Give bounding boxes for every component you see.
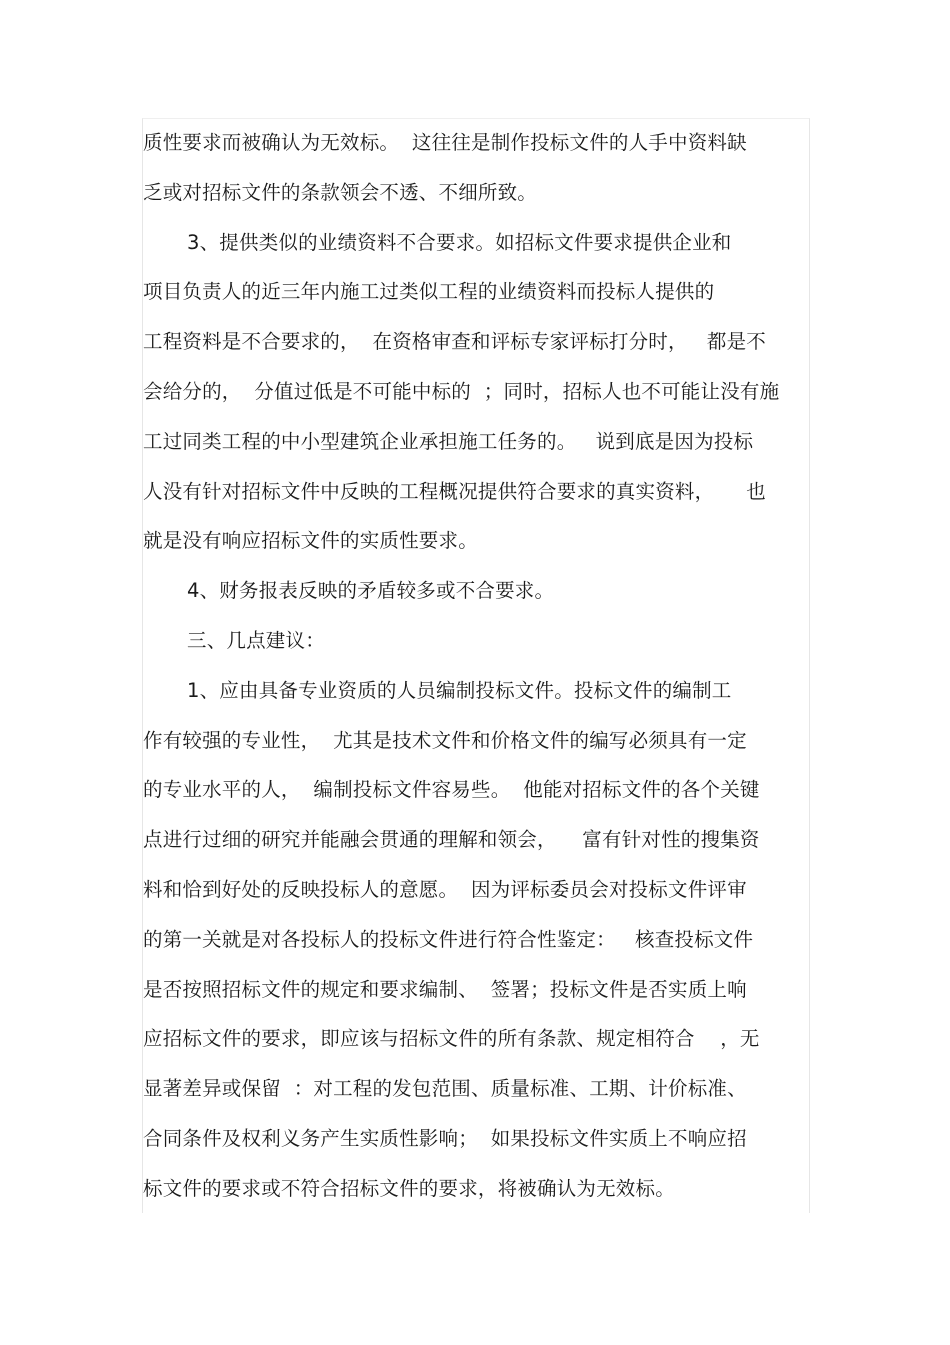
text-line: 是否按照招标文件的规定和要求编制、 签署；投标文件是否实质上响 <box>143 977 747 1001</box>
document-body <box>143 118 807 1214</box>
section-heading: 三、几点建议： <box>187 628 325 652</box>
text-line: 作有较强的专业性， 尤其是技术文件和价格文件的编写必须具有一定 <box>143 728 747 752</box>
text-line: 乏或对招标文件的条款领会不透、不细所致。 <box>143 180 538 204</box>
text-line: 质性要求而被确认为无效标。 这往往是制作投标文件的人手中资料缺 <box>143 131 747 154</box>
text-line: 料和恰到好处的反映投标人的意愿。 因为评标委员会对投标文件评审 <box>143 877 747 901</box>
text-line: 工程资料是不合要求的， 在资格审查和评标专家评标打分时， 都是不 <box>143 330 766 354</box>
text-line: 显著差异或保留 ：对工程的发包范围、质量标准、工期、计价标准、 <box>143 1077 747 1101</box>
text-line: 的专业水平的人， 编制投标文件容易些。 他能对招标文件的各个关键 <box>143 778 760 802</box>
text-line: 点进行过细的研究并能融会贯通的理解和领会， 富有针对性的搜集资 <box>143 828 760 852</box>
text-line: 的第一关就是对各投标人的投标文件进行符合性鉴定： 核查投标文件 <box>143 927 754 951</box>
text-line: 就是没有响应招标文件的实质性要求。 <box>143 529 478 553</box>
text-line: 3、提供类似的业绩资料不合要求。如招标文件要求提供企业和 <box>187 230 732 254</box>
text-line: 项目负责人的近三年内施工过类似工程的业绩资料而投标人提供的 <box>143 280 715 304</box>
text-line: 工过同类工程的中小型建筑企业承担施工任务的。 说到底是因为投标 <box>143 429 754 453</box>
text-line: 人没有针对招标文件中反映的工程概况提供符合要求的真实资料， 也 <box>143 479 766 503</box>
text-line: 4、财务报表反映的矛盾较多或不合要求。 <box>187 579 555 603</box>
text-line: 1、应由具备专业资质的人员编制投标文件。投标文件的编制工 <box>187 678 732 702</box>
text-line: 应招标文件的要求，即应该与招标文件的所有条款、规定相符合 ，无 <box>143 1027 760 1051</box>
text-line: 合同条件及权利义务产生实质性影响； 如果投标文件实质上不响应招 <box>143 1126 747 1150</box>
text-line: 标文件的要求或不符合招标文件的要求，将被确认为无效标。 <box>143 1176 675 1200</box>
text-line: 会给分的， 分值过低是不可能中标的 ；同时，招标人也不可能让没有施 <box>143 379 780 403</box>
